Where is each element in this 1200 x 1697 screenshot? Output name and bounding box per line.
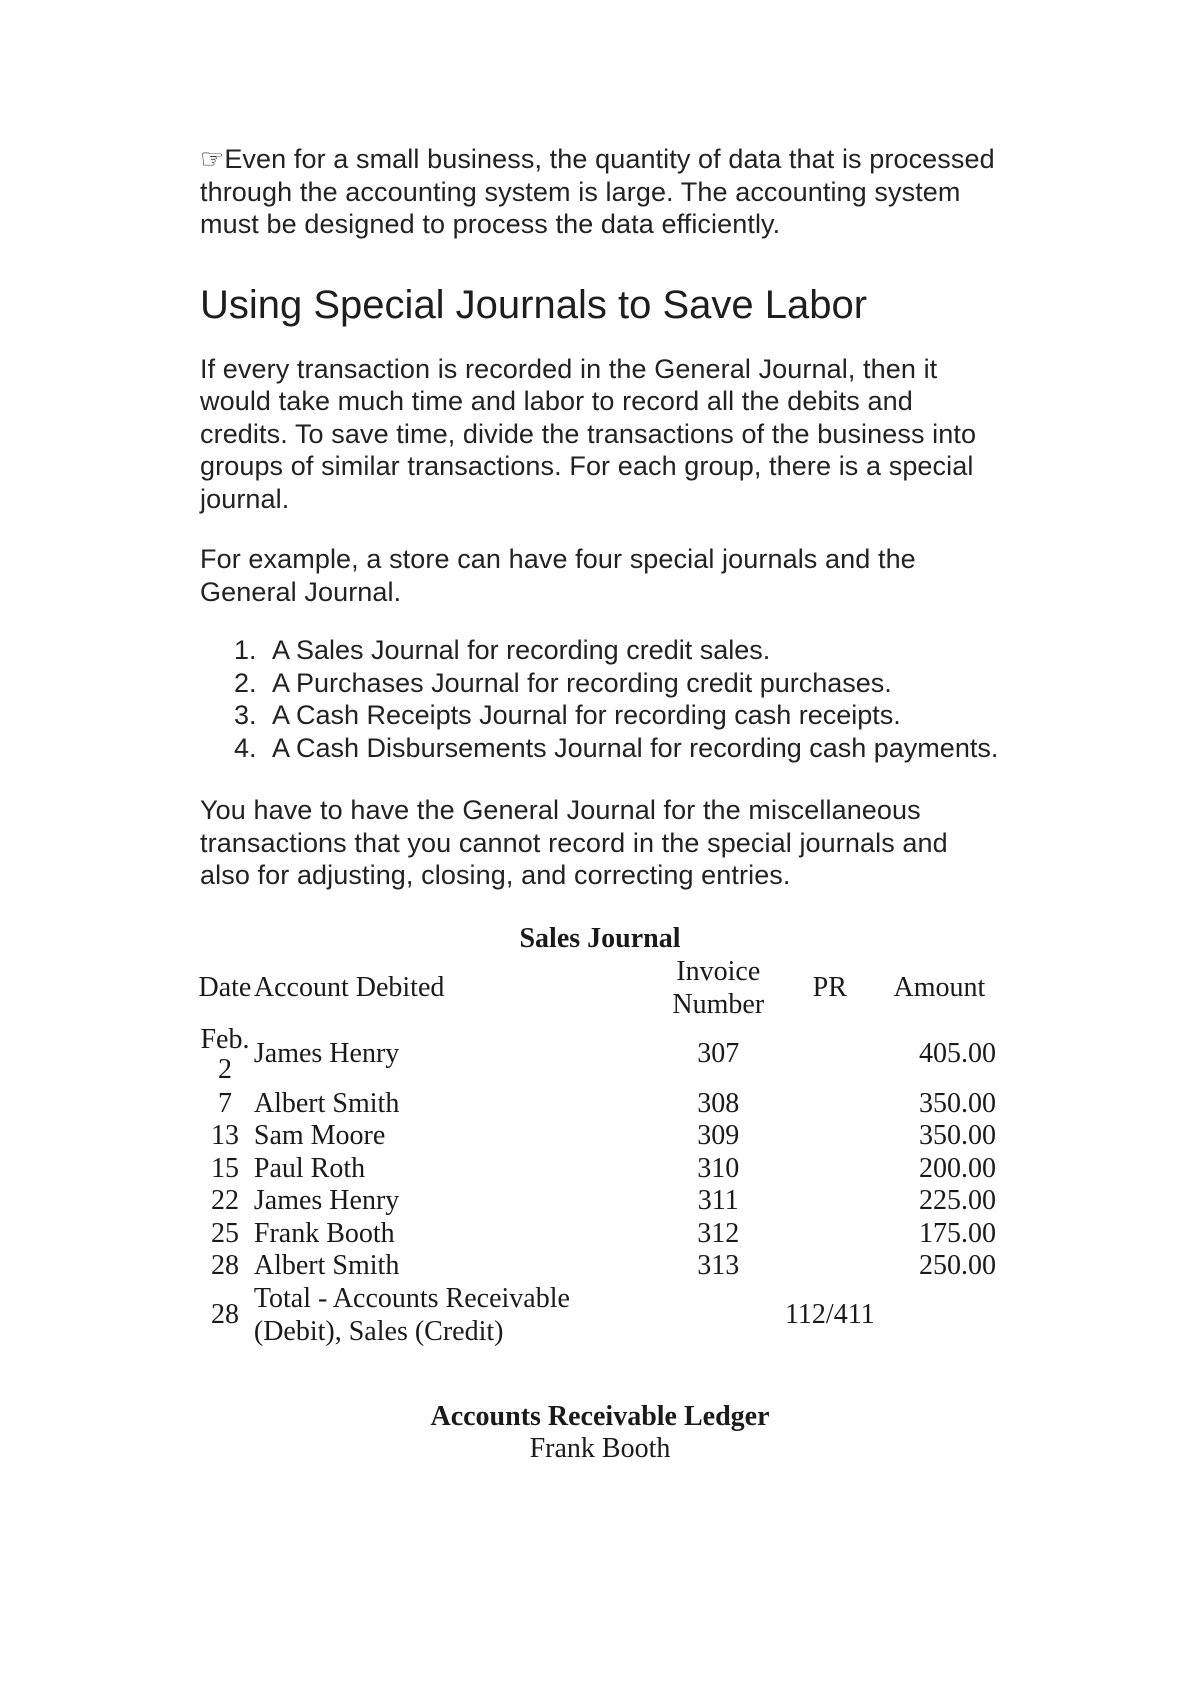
list-item-number: 2. xyxy=(234,667,257,698)
cell-pr xyxy=(785,1088,875,1121)
cell-account: James Henry xyxy=(253,1185,400,1216)
cell-invoice: 313 xyxy=(697,1250,740,1281)
list-item xyxy=(200,732,1000,765)
cell-pr xyxy=(785,1185,875,1218)
list-item-text: A Sales Journal for recording credit sales. xyxy=(272,635,771,665)
cell-date: 22 xyxy=(210,1185,239,1216)
cell-account: Albert Smith xyxy=(253,1250,400,1281)
cell-invoice: 308 xyxy=(697,1087,740,1119)
paragraph-example: For example, a store can have four special journals and the General Journal. xyxy=(200,544,916,607)
cell-amount: 200.00 xyxy=(919,1152,996,1184)
cell-date: Feb. 2 xyxy=(200,1023,250,1085)
list-item-text: A Purchases Journal for recording credit purchases. xyxy=(272,667,892,698)
cell-account: James Henry xyxy=(253,1038,400,1070)
cell-amount: 350.00 xyxy=(919,1087,996,1119)
table-row xyxy=(196,1185,1004,1218)
header-invoice-number: Invoice Number xyxy=(672,956,765,1020)
list-item-number: 1. xyxy=(234,635,257,665)
cell-date: 25 xyxy=(210,1217,239,1249)
section-heading: Using Special Journals to Save Labor xyxy=(200,282,868,327)
table-total-row xyxy=(196,1283,1004,1349)
table-header-row xyxy=(196,956,1004,1022)
table-row xyxy=(196,1022,1004,1088)
cell-date: 15 xyxy=(210,1152,239,1184)
cell-account: Paul Roth xyxy=(253,1152,366,1184)
ar-ledger-account-name: Frank Booth xyxy=(529,1432,671,1464)
special-journals-list xyxy=(200,634,1000,764)
pointing-hand-icon: ☞ xyxy=(200,144,225,174)
list-item xyxy=(200,667,1000,700)
cell-account: Frank Booth xyxy=(253,1217,395,1249)
ar-ledger xyxy=(200,1401,1000,1465)
paragraph-general-journal: You have to have the General Journal for the miscellaneous transactions that you cannot record in the special journals and also for adjusting, closing, and correcting entries. xyxy=(200,795,948,890)
table-row xyxy=(196,1120,1004,1153)
intro-paragraph xyxy=(200,143,1000,241)
cell-amount xyxy=(875,1283,1004,1349)
cell-pr xyxy=(785,1250,875,1283)
cell-date: 28 xyxy=(210,1299,239,1331)
list-item-number: 3. xyxy=(234,700,257,730)
sales-journal xyxy=(200,922,1000,1465)
list-item-number: 4. xyxy=(234,732,257,763)
list-item-text: A Cash Disbursements Journal for recording cash payments. xyxy=(272,732,999,763)
header-account-debited: Account Debited xyxy=(253,972,445,1004)
cell-amount: 405.00 xyxy=(919,1038,996,1070)
cell-pr: 112/411 xyxy=(784,1299,875,1331)
table-row xyxy=(196,1088,1004,1121)
paragraph-special-journals: If every transaction is recorded in the General Journal, then it would take much time and labor to record all the debits and credits. To save time, divide the transactions of the business into groups of similar transactions. For each group, there is a special journal. xyxy=(200,353,977,514)
cell-pr xyxy=(785,1022,875,1088)
cell-pr xyxy=(785,1218,875,1251)
cell-amount: 175.00 xyxy=(919,1217,996,1249)
cell-amount: 250.00 xyxy=(919,1250,996,1281)
cell-date: 28 xyxy=(210,1250,239,1281)
cell-amount: 225.00 xyxy=(919,1185,996,1216)
list-item xyxy=(200,699,1000,732)
cell-account: Total - Accounts Receivable (Debit), Sales (Credit) xyxy=(253,1283,570,1347)
intro-text: Even for a small business, the quantity of data that is processed through the accounting system is large. The accounting system must be designed to process the data efficiently. xyxy=(200,144,995,239)
cell-invoice: 312 xyxy=(697,1217,740,1249)
cell-amount: 350.00 xyxy=(919,1120,996,1151)
cell-invoice xyxy=(652,1283,785,1349)
cell-account: Albert Smith xyxy=(253,1087,400,1119)
cell-invoice: 307 xyxy=(697,1038,740,1070)
table-row xyxy=(196,1218,1004,1251)
cell-date: 13 xyxy=(210,1120,239,1151)
cell-account: Sam Moore xyxy=(253,1120,386,1151)
list-item xyxy=(200,634,1000,667)
cell-invoice: 309 xyxy=(697,1120,740,1151)
list-item-text: A Cash Receipts Journal for recording cash receipts. xyxy=(272,700,901,730)
cell-invoice: 311 xyxy=(697,1185,739,1216)
sales-journal-title: Sales Journal xyxy=(519,922,681,954)
header-amount: Amount xyxy=(893,972,986,1004)
sales-journal-table xyxy=(196,956,1004,1349)
cell-date: 7 xyxy=(217,1087,232,1119)
cell-pr xyxy=(785,1153,875,1186)
ar-ledger-title: Accounts Receivable Ledger xyxy=(430,1400,770,1432)
page-content xyxy=(200,143,1000,1465)
cell-invoice: 310 xyxy=(697,1152,740,1184)
table-row xyxy=(196,1153,1004,1186)
header-pr: PR xyxy=(812,972,847,1004)
header-date: Date xyxy=(198,972,252,1004)
cell-pr xyxy=(785,1120,875,1153)
table-row xyxy=(196,1250,1004,1283)
